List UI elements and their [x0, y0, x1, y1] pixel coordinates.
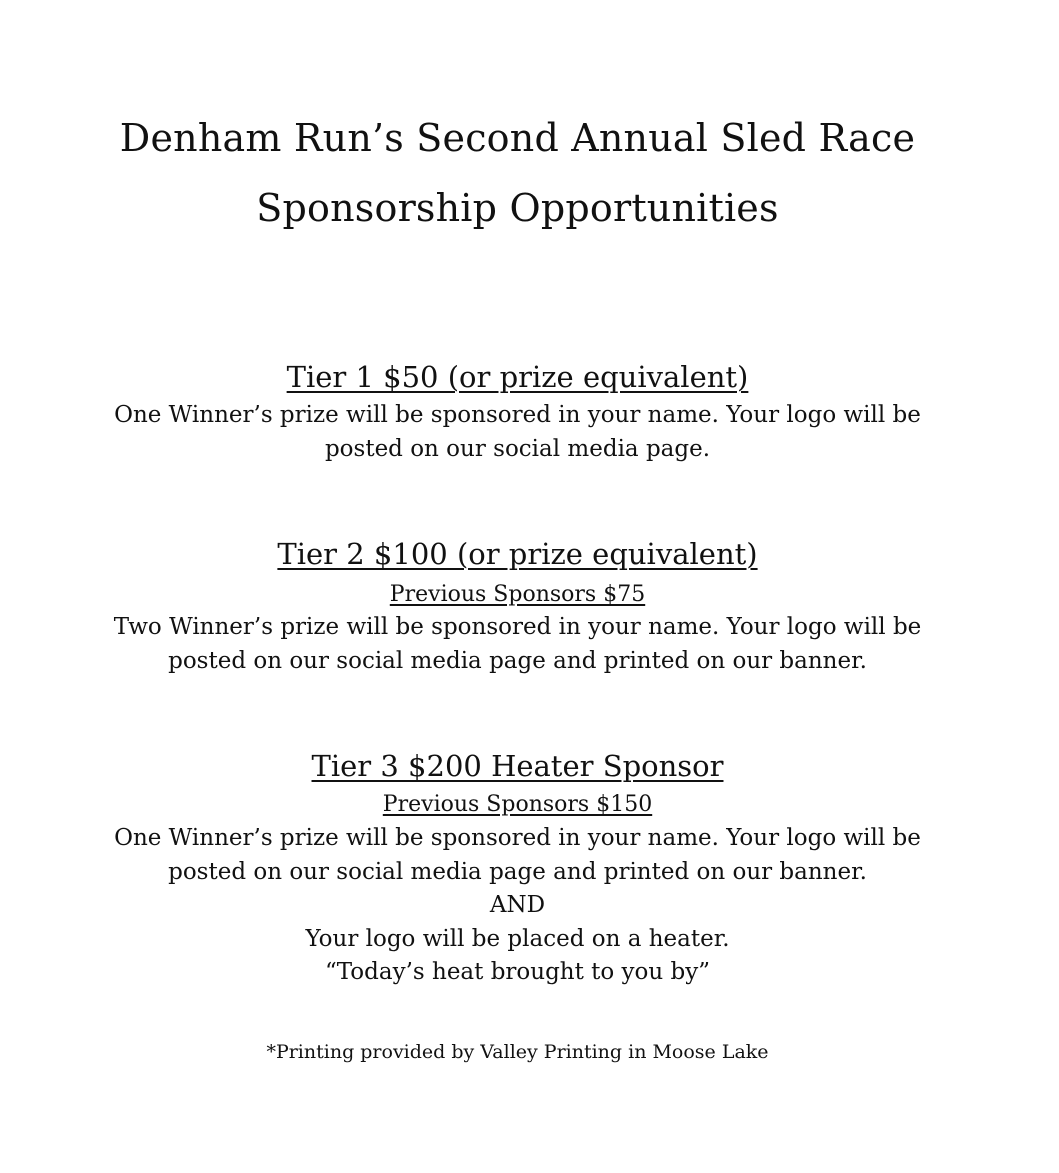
tier-3-description-line: Your logo will be placed on a heater. — [305, 926, 730, 952]
tier-2-heading: Tier 2 $100 (or prize equivalent) — [277, 537, 758, 571]
flyer-title: Denham Run’s Second Annual Sled Race — [119, 116, 916, 160]
tier-2-description-line: Two Winner’s prize will be sponsored in your name. Your logo will be — [113, 614, 922, 640]
tier-3-previous-price: Previous Sponsors $150 — [382, 792, 653, 817]
tier-2-description-line: posted on our social media page and printed on our banner. — [168, 648, 867, 674]
tier-3-description-line: AND — [489, 892, 546, 918]
tier-1-heading: Tier 1 $50 (or prize equivalent) — [286, 360, 749, 394]
tier-3-description-line: posted on our social media page and printed on our banner. — [168, 859, 867, 885]
tier-3-description-line: One Winner’s prize will be sponsored in your name. Your logo will be — [114, 825, 921, 851]
tier-3-heading: Tier 3 $200 Heater Sponsor — [311, 749, 724, 783]
tier-1-description-line: One Winner’s prize will be sponsored in your name. Your logo will be — [114, 402, 921, 428]
printing-footnote: *Printing provided by Valley Printing in Moose Lake — [266, 1041, 769, 1063]
tier-2-previous-price: Previous Sponsors $75 — [389, 582, 646, 607]
flyer-subtitle: Sponsorship Opportunities — [256, 186, 779, 230]
tier-3-description-line: “Today’s heat brought to you by” — [324, 959, 710, 985]
tier-1-description-line: posted on our social media page. — [324, 436, 711, 462]
